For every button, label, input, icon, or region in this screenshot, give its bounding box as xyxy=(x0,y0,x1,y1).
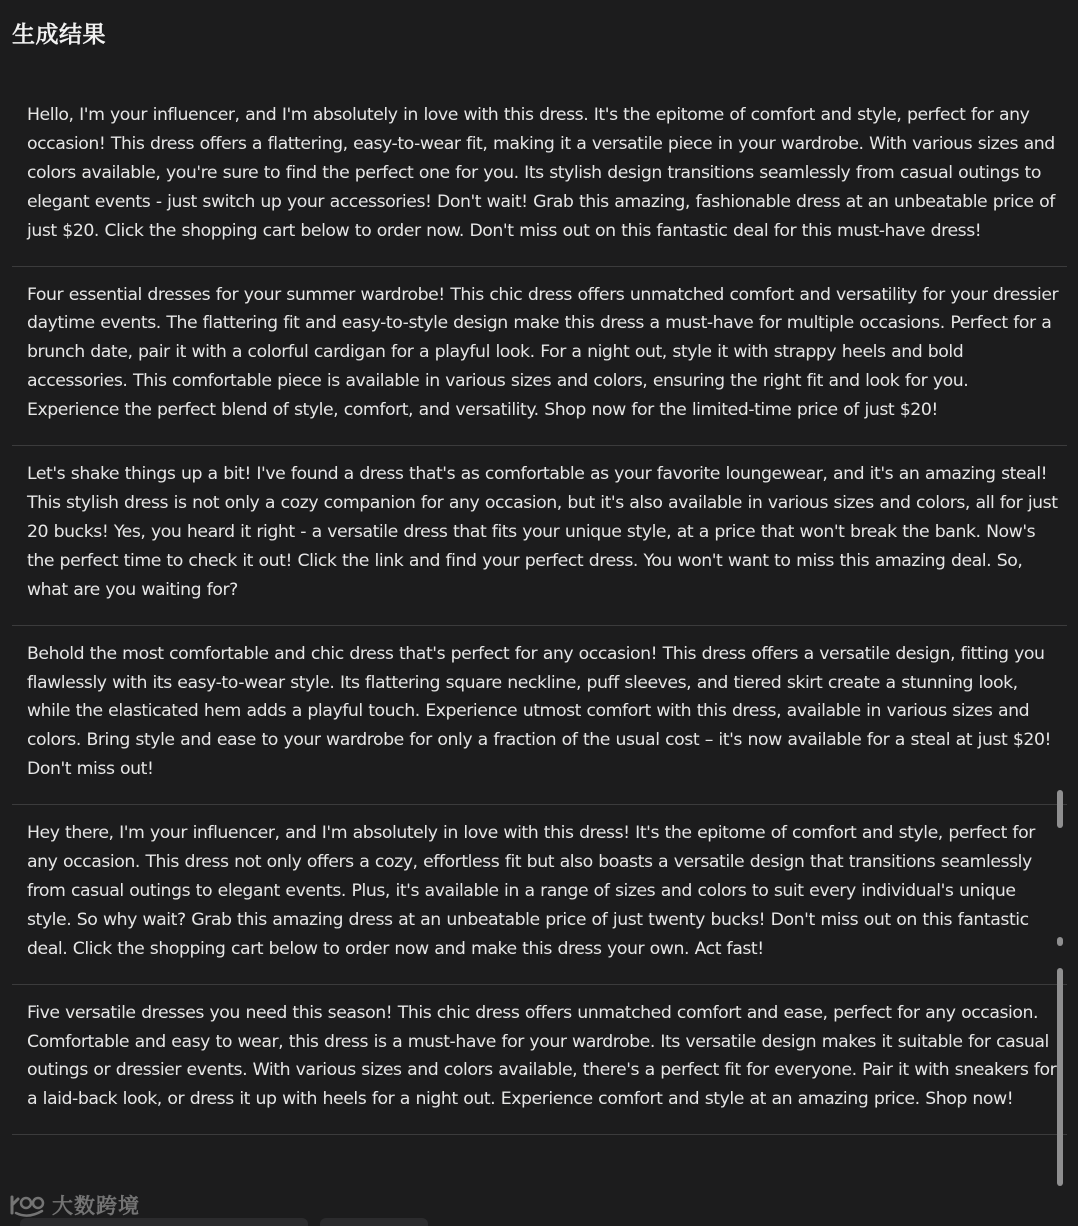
result-item-5[interactable]: Hey there, I'm your influencer, and I'm absolutely in love with this dress! It's the epitome of comfort and style, perfect for any occasion. This dress not only offers a cozy, effortless fit but also boasts a versatile design that transitions seamlessly from casual outings to elegant events. Plus, it's available in a range of sizes and colors to suit every individual's unique style. So why wait? Grab this amazing dress at an unbeatable price of just twenty bucks! Don't miss out on this fantastic deal. Click the shopping cart below to order now and make this dress your own. Act fast! xyxy=(12,805,1067,985)
inner-scrollbar-thumb[interactable] xyxy=(1057,790,1063,828)
watermark xyxy=(8,1190,140,1220)
result-item-1[interactable]: Hello, I'm your influencer, and I'm absolutely in love with this dress. It's the epitome of comfort and style, perfect for any occasion! This dress offers a flattering, easy-to-wear fit, making it a versatile piece in your wardrobe. With various sizes and colors available, you're sure to find the perfect one for you. Its stylish design transitions seamlessly from casual outings to elegant events - just switch up your accessories! Don't wait! Grab this amazing, fashionable dress at an unbeatable price of just $20. Click the shopping cart below to order now. Don't miss out on this fantastic deal for this must-have dress! xyxy=(12,88,1067,267)
page-title: 生成结果 xyxy=(12,22,106,48)
result-item-3[interactable]: Let's shake things up a bit! I've found a dress that's as comfortable as your favorite loungewear, and it's an amazing steal! This stylish dress is not only a cozy companion for any occasion, but it's also available in various sizes and colors, all for just 20 bucks! Yes, you heard it right - a versatile dress that fits your unique style, at a price that won't break the bank. Now's the perfect time to check it out! Click the link and find your perfect dress. You won't want to miss this amazing deal. So, what are you waiting for? xyxy=(12,446,1067,626)
bottom-tab-2[interactable] xyxy=(320,1218,428,1226)
result-item-6[interactable]: Five versatile dresses you need this season! This chic dress offers unmatched comfort and ease, perfect for any occasion. Comfortable and easy to wear, this dress is a must-have for your wardrobe. Its versatile design makes it suitable for casual outings or dressier events. With various sizes and colors available, there's a perfect fit for everyone. Pair it with sneakers for a laid-back look, or dress it up with heels for a night out. Experience comfort and style at an amazing price. Shop now! xyxy=(12,985,1067,1136)
watermark-text: 大数跨境 xyxy=(52,1194,140,1218)
brand-logo-icon xyxy=(8,1191,48,1219)
result-item-2[interactable]: Four essential dresses for your summer wardrobe! This chic dress offers unmatched comfort and versatility for your dressier daytime events. The flattering fit and easy-to-style design make this dress a must-have for multiple occasions. Perfect for a brunch date, pair it with a colorful cardigan for a playful look. For a night out, style it with strappy heels and bold accessories. This comfortable piece is available in various sizes and colors, ensuring the right fit and look for you. Experience the perfect blend of style, comfort, and versatility. Shop now for the limited-time price of just $20! xyxy=(12,267,1067,447)
scrollbar-indicator xyxy=(1057,937,1063,946)
bottom-tab-1[interactable] xyxy=(20,1218,308,1226)
page-scrollbar-thumb[interactable] xyxy=(1057,968,1063,1186)
results-list[interactable] xyxy=(12,88,1067,1192)
result-item-4[interactable]: Behold the most comfortable and chic dress that's perfect for any occasion! This dress offers a versatile design, fitting you flawlessly with its easy-to-wear style. Its flattering square neckline, puff sleeves, and tiered skirt create a stunning look, while the elasticated hem adds a playful touch. Experience utmost comfort with this dress, available in various sizes and colors. Bring style and ease to your wardrobe for only a fraction of the usual cost – it's now available for a steal at just $20! Don't miss out! xyxy=(12,626,1067,806)
